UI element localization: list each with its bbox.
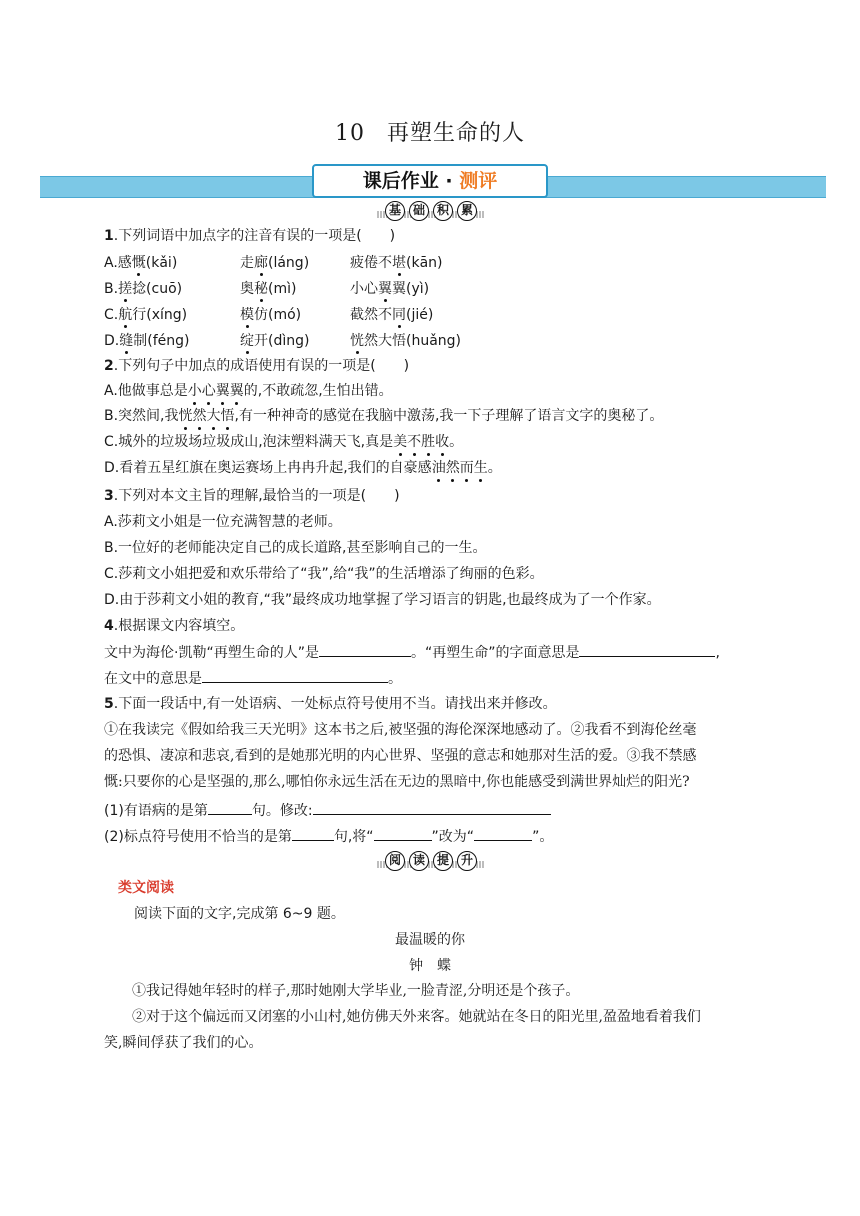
reading-label: 类文阅读 <box>118 880 174 896</box>
question-stem: .下面一段话中,有一处语病、一处标点符号使用不当。请找出来并修改。 <box>113 696 557 712</box>
question-number: 5 <box>104 696 114 712</box>
q1-option-d3: 恍然大悟(huǎng) <box>350 330 461 350</box>
q1-options <box>104 252 704 352</box>
article-author: 钟 蝶 <box>409 958 451 974</box>
q1-option-d2: 绽开(dìng) <box>240 330 309 350</box>
section-char: 升 <box>457 851 477 871</box>
question-number: 1 <box>104 228 114 244</box>
question-3 <box>104 486 400 506</box>
banner-sep: · <box>445 170 453 192</box>
section-char: 阅 <box>385 851 405 871</box>
answer-blank[interactable] <box>313 800 551 815</box>
section-char: 基 <box>385 201 405 221</box>
q5-passage-line-2: 的恐惧、凄凉和悲哀,看到的是她那光明的内心世界、坚强的意志和她那对生活的爱。③我不禁感 <box>104 748 697 764</box>
q2-option-a[interactable]: A.他做事总是小心翼翼的,不敢疏忽,生怕出错。 <box>104 383 393 399</box>
question-number: 2 <box>104 358 114 374</box>
question-stem: .下列对本文主旨的理解,最恰当的一项是( <box>113 488 367 504</box>
q3-option-c[interactable]: C.莎莉文小姐把爱和欢乐带给了“我”,给“我”的生活增添了绚丽的色彩。 <box>104 566 544 582</box>
dotted-idiom: 美不胜收 <box>393 434 450 450</box>
q5-sub-2: (2)标点符号使用不恰当的是第 句,将“ ”改为“ ”。 <box>104 826 553 847</box>
q1-option-c2: 模仿(mó) <box>240 304 301 324</box>
q3-option-b[interactable]: B.一位好的老师能决定自己的成长道路,甚至影响自己的一生。 <box>104 540 487 556</box>
q3-option-d[interactable]: D.由于莎莉文小姐的教育,“我”最终成功地掌握了学习语言的钥匙,也最终成为了一个作家。 <box>104 592 661 608</box>
section-char: 提 <box>433 851 453 871</box>
section-reading <box>0 850 860 872</box>
section-char: 累 <box>457 201 477 221</box>
answer-blank[interactable] <box>474 826 532 841</box>
section-basic <box>0 200 860 222</box>
q1-option-d1[interactable]: D.缝制(féng) <box>104 330 189 350</box>
q4-line-2: 在文中的意思是 。 <box>104 668 402 689</box>
q2-option-c[interactable]: C.城外的垃圾场垃圾成山,泡沫塑料满天飞,真是美不胜收。 <box>104 434 464 450</box>
lesson-title: 再塑生命的人 <box>386 121 525 146</box>
question-number: 4 <box>104 618 114 634</box>
banner-part2: 测评 <box>459 170 498 192</box>
q1-option-a1[interactable]: A.感慨(kǎi) <box>104 252 177 272</box>
q1-option-a2: 走廊(láng) <box>240 252 309 272</box>
q4-line-1: 文中为海伦·凯勒“再塑生命的人”是 。“再塑生命”的字面意思是 , <box>104 642 720 663</box>
dotted-idiom: 恍然大悟 <box>178 408 235 424</box>
q2-option-b[interactable]: B.突然间,我恍然大悟,有一种神奇的感觉在我脑中激荡,我一下子理解了语言文字的奥秘了。 <box>104 408 664 424</box>
question-4 <box>104 616 244 636</box>
q1-option-b3: 小心翼翼(yì) <box>350 278 429 298</box>
question-stem: .根据课文内容填空。 <box>113 618 245 634</box>
dotted-idiom: 油然而生 <box>431 460 488 476</box>
answer-blank[interactable] <box>202 668 388 683</box>
question-2 <box>104 356 409 376</box>
question-stem: .下列句子中加点的成语使用有误的一项是( <box>113 358 376 374</box>
answer-blank[interactable] <box>374 826 432 841</box>
banner-part1: 课后作业 <box>362 170 439 192</box>
q1-option-c1[interactable]: C.航行(xíng) <box>104 304 187 324</box>
question-5 <box>104 694 557 714</box>
dotted-idiom: 小心翼翼 <box>187 383 244 399</box>
reading-intro: 阅读下面的文字,完成第 6~9 题。 <box>134 906 345 922</box>
question-number: 3 <box>104 488 114 504</box>
question-stem: .下列词语中加点字的注音有误的一项是( <box>113 228 362 244</box>
section-banner <box>312 164 548 198</box>
answer-blank[interactable] <box>579 642 715 657</box>
q5-passage-line-1: ①在我读完《假如给我三天光明》这本书之后,被坚强的海伦深深地感动了。②我看不到海伦丝毫 <box>104 722 697 738</box>
q1-option-c3: 截然不同(jié) <box>350 304 433 324</box>
question-stem-end: ) <box>394 488 400 504</box>
q1-option-b2: 奥秘(mì) <box>240 278 296 298</box>
section-char: 积 <box>433 201 453 221</box>
article-para-2-line-1: ②对于这个偏远而又闭塞的小山村,她仿佛天外来客。她就站在冬日的阳光里,盈盈地看着我们 <box>132 1009 701 1025</box>
answer-blank[interactable] <box>208 800 252 815</box>
answer-blank[interactable] <box>319 642 411 657</box>
question-stem-end: ) <box>389 228 396 244</box>
q3-option-a[interactable]: A.莎莉文小姐是一位充满智慧的老师。 <box>104 514 342 530</box>
q5-passage-line-3: 慨:只要你的心是坚强的,那么,哪怕你永远生活在无边的黑暗中,你也能感受到满世界灿烂的阳光? <box>104 774 690 790</box>
section-char: 础 <box>409 201 429 221</box>
q1-option-b1[interactable]: B.搓捻(cuō) <box>104 278 182 298</box>
question-stem-end: ) <box>403 358 410 374</box>
article-para-1: ①我记得她年轻时的样子,那时她刚大学毕业,一脸青涩,分明还是个孩子。 <box>132 983 580 999</box>
section-char: 读 <box>409 851 429 871</box>
lesson-number: 10 <box>334 121 365 146</box>
q2-option-d[interactable]: D.看着五星红旗在奥运赛场上冉冉升起,我们的自豪感油然而生。 <box>104 460 502 476</box>
article-title: 最温暖的你 <box>395 932 465 948</box>
article-para-2-line-2: 笑,瞬间俘获了我们的心。 <box>104 1035 263 1051</box>
page-title <box>0 116 860 147</box>
q1-option-a3: 疲倦不堪(kān) <box>350 252 442 272</box>
answer-blank[interactable] <box>292 826 334 841</box>
question-1 <box>104 226 395 246</box>
q5-sub-1: (1)有语病的是第 句。修改: <box>104 800 551 821</box>
